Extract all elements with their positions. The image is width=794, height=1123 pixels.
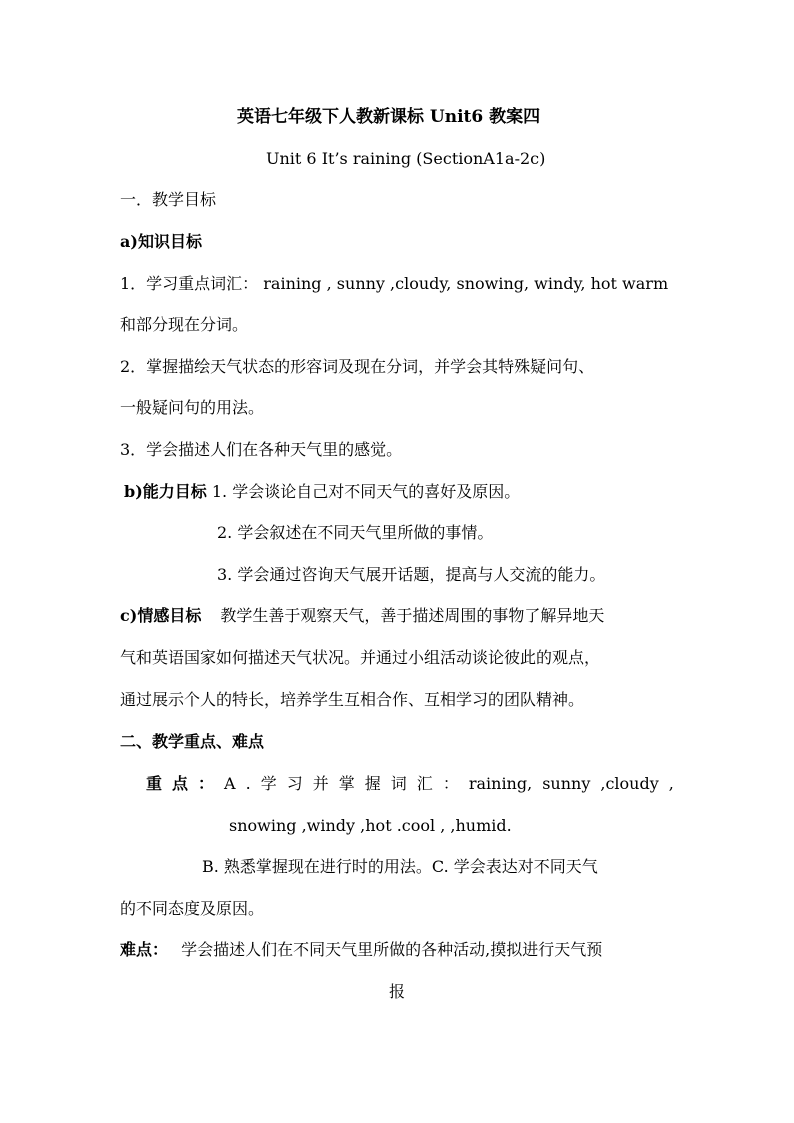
difficulty-line-2: 报 <box>389 982 406 1001</box>
knowledge-goal-1-line-1: 1．学习重点词汇： raining , sunny ,cloudy, snowing, windy, hot warm <box>120 274 669 293</box>
kp-token: . <box>245 774 251 793</box>
knowledge-goal-3: 3．学会描述人们在各种天气里的感觉。 <box>120 440 403 459</box>
kp-token: , <box>668 774 674 793</box>
difficulty-line-1 <box>120 940 602 960</box>
ability-goal-3: 3. 学会通过咨询天气展开话题，提高与人交流的能力。 <box>217 565 606 584</box>
knowledge-goal-1-line-2: 和部分现在分词。 <box>120 315 249 334</box>
difficulty-text-1: 学会描述人们在不同天气里所做的各种活动,摸拟进行天气预 <box>181 940 603 959</box>
difficulty-label: 难点： <box>120 940 169 959</box>
emotion-goals-label: c)情感目标 <box>120 606 202 625</box>
kp-token: 词 <box>390 774 407 793</box>
kp-token: A <box>224 774 236 793</box>
ability-goal-2: 2. 学会叙述在不同天气里所做的事情。 <box>217 523 494 542</box>
emotion-goals-line-3: 通过展示个人的特长，培养学生互相合作、互相学习的团队精神。 <box>120 690 585 709</box>
key-points-line-3: B. 熟悉掌握现在进行时的用法。C. 学会表达对不同天气 <box>202 857 598 876</box>
emotion-goals-line-2: 气和英语国家如何描述天气状况。并通过小组活动谈论彼此的观点， <box>120 648 601 667</box>
kp-token: ： <box>442 774 459 793</box>
key-points-line-1 <box>146 774 674 794</box>
emotion-goals-line-1 <box>120 606 604 626</box>
kp-token: 点 <box>172 774 189 793</box>
kp-token: raining, <box>468 774 533 793</box>
document-subtitle: Unit 6 It’s raining (SectionA1a-2c) <box>266 149 546 168</box>
kp-token: 重 <box>146 774 163 793</box>
knowledge-goals-heading: a)知识目标 <box>120 232 202 251</box>
document-title: 英语七年级下人教新课标 Unit6 教案四 <box>237 107 541 127</box>
emotion-goals-text-1: 教学生善于观察天气，善于描述周围的事物了解异地天 <box>220 606 605 625</box>
kp-token: ,cloudy <box>600 774 659 793</box>
key-points-line-2: snowing ,windy ,hot .cool , ,humid. <box>229 816 512 835</box>
kp-token: sunny <box>542 774 591 793</box>
kp-token: 习 <box>286 774 303 793</box>
key-points-line-4: 的不同态度及原因。 <box>120 899 265 918</box>
ability-goal-1: 1. 学会谈论自己对不同天气的喜好及原因。 <box>211 482 521 501</box>
section-1-heading: 一．教学目标 <box>120 190 217 209</box>
kp-token: 掌 <box>338 774 355 793</box>
ability-goals-label: b)能力目标 <box>124 482 207 501</box>
kp-token: ： <box>198 774 215 793</box>
kp-token: 学 <box>260 774 277 793</box>
kp-token: 汇 <box>416 774 433 793</box>
kp-token: 握 <box>364 774 381 793</box>
section-2-heading: 二、教学重点、难点 <box>120 732 265 751</box>
knowledge-goal-2-line-2: 一般疑问句的用法。 <box>120 398 265 417</box>
ability-goals-line-1 <box>124 482 520 502</box>
knowledge-goal-2-line-1: 2．掌握描绘天气状态的形容词及现在分词，并学会其特殊疑问句、 <box>120 357 595 376</box>
kp-token: 并 <box>312 774 329 793</box>
